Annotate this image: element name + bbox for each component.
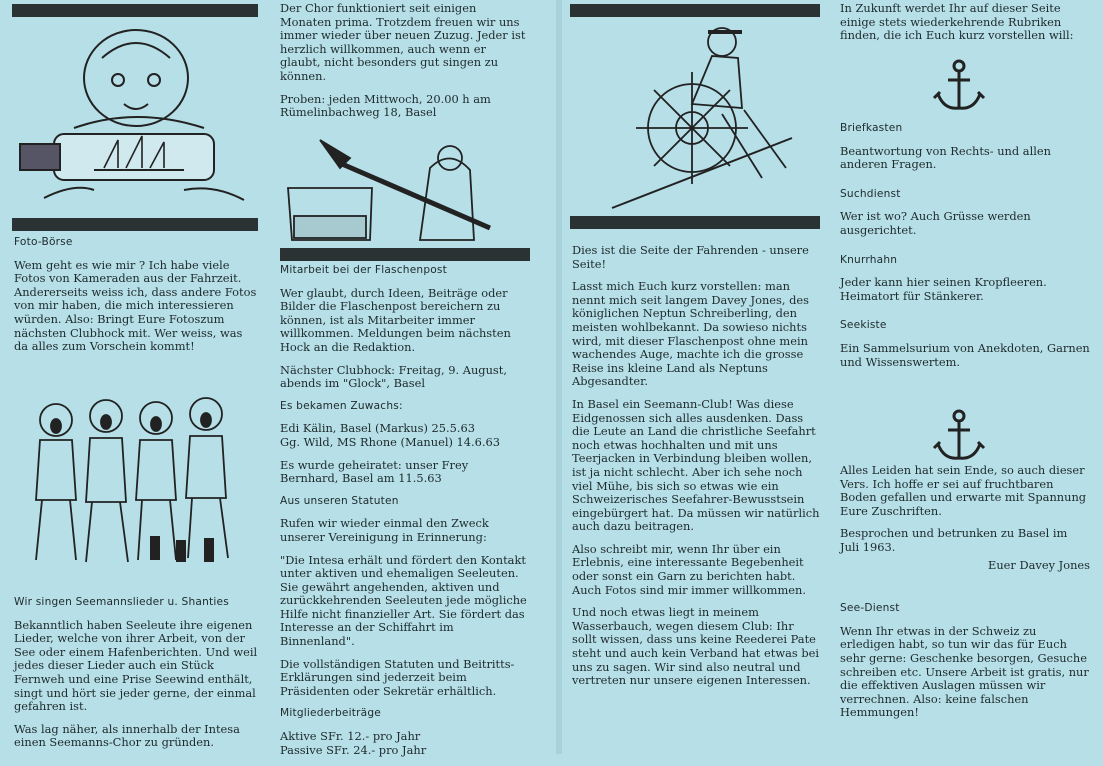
column-4 — [840, 2, 1090, 52]
briefkasten-heading: Briefkasten — [840, 122, 903, 134]
column-3 — [572, 244, 820, 697]
pen-ink-illustration — [280, 128, 530, 248]
column-2 — [280, 2, 530, 129]
foto-heading: Foto-Börse — [14, 236, 73, 248]
seedienst-heading: See-Dienst — [840, 602, 900, 615]
beitrag-passive: Passive SFr. 24.- pro Jahr — [280, 742, 427, 757]
chor-text-2: Was lag näher, als innerhalb der Intesa einen Seemanns-Chor zu gründen. — [14, 721, 240, 750]
mitarbeit-text: Wer glaubt, durch Ideen, Beiträge oder Bilder die Flaschenpost bereichern zu können, ist als Mitarbeiter immer willkommen. Meldungen beim nächsten Hock an die Redaktion. — [280, 285, 511, 354]
bottle-ship-illustration — [14, 18, 258, 218]
statuten-intro: Rufen wir wieder einmal den Zweck unserer Vereinigung in Erinnerung: — [280, 516, 489, 544]
statuten-quote: "Die Intesa erhält und fördert den Kontakt unter aktiven und ehemaligen Seeleuten. Sie gewährt angehenden, aktiven und zurückkehrenden Seeleuten jede mögliche Hilfe nicht finanzieller Art. Sie fördert das Interesse an der Schiffahrt im Binnenland". — [280, 552, 527, 649]
knurrhahn-heading: Knurrhahn — [840, 253, 898, 266]
col3-intro: Dies ist die Seite der Fahrenden - unsere Seite! — [572, 243, 809, 271]
beitrag-aktive: Aktive SFr. 12.- pro Jahr — [280, 729, 421, 744]
chor-continued: Der Chor funktioniert seit einigen Monaten prima. Trotzdem freuen wir uns immer wieder über neuen Zuzug. Jeder ist herzlich willkommen, auch wenn er glaubt, nicht besonders gut singen zu können. — [280, 1, 526, 83]
column-1 — [14, 236, 258, 363]
zuwachs-entry-1: Edi Kälin, Basel (Markus) 25.5.63 — [280, 421, 476, 436]
top-bar-col1 — [12, 4, 258, 17]
col4-intro: In Zukunft werdet Ihr auf dieser Seite einige stets wiederkehrende Rubriken finden, die ich Euch kurz vorstellen will: — [840, 1, 1074, 43]
suchdienst-text: Wer ist wo? Auch Grüsse werden ausgerichtet. — [840, 209, 1031, 237]
anchor-icon — [924, 58, 994, 114]
chor-heading: Wir singen Seemannslieder u. Shanties — [14, 596, 229, 608]
zuwachs-heading: Es bekamen Zuwachs: — [280, 399, 403, 412]
zuwachs-entry-2: Gg. Wild, MS Rhone (Manuel) 14.6.63 — [280, 434, 501, 449]
besprochen-text: Besprochen und betrunken zu Basel im Juli 1963. — [840, 526, 1068, 554]
top-bar-col3 — [570, 4, 820, 17]
col3-p3: Also schreibt mir, wenn Ihr über ein Erlebnis, eine interessante Begebenheit oder sonst ein Garn zu berichten habt. Auch Fotos sind mir immer willkommen. — [572, 541, 806, 597]
anchor-icon — [924, 408, 994, 464]
signature: Euer Davey Jones — [988, 557, 1090, 572]
clubhock-text: Nächster Clubhock: Freitag, 9. August, abends im "Glock", Basel — [280, 362, 507, 391]
column-4-mid — [840, 122, 1090, 378]
column-4-lower — [840, 464, 1090, 729]
statuten-heading: Aus unseren Statuten — [280, 494, 399, 507]
seekiste-text: Ein Sammelsurium von Anekdoten, Garnen und Wissenswertem. — [840, 340, 1090, 369]
beitraege-heading: Mitgliederbeiträge — [280, 707, 381, 720]
chor-text: Bekanntlich haben Seeleute ihre eigenen Lieder, welche von ihrer Arbeit, von der See oder einem Hafenberichten. Und weil jedes dieser Lieder auch ein Stück Fernweh und eine Prise Seewind enthält, singt und hört sie jeder gerne, der einmal gefahren ist. — [14, 617, 258, 714]
briefkasten-text: Beantwortung von Rechts- und allen anderen Fragen. — [840, 143, 1051, 172]
mid-bar-col1 — [12, 218, 258, 231]
mid-bar-col2 — [280, 248, 530, 261]
helmsman-illustration — [572, 18, 820, 214]
geheiratet-text: Es wurde geheiratet: unser Frey Bernhard, Basel am 11.5.63 — [280, 457, 469, 486]
col3-p1: Lasst mich Euch kurz vorstellen: man nennt mich seit langem Davey Jones, des königlichen Neptun Schreiberling, den meisten wohlbekannt. Da sowieso nichts wird, mit dieser Flaschenpost ohne mein wachendes Auge, machte ich die grosse Reise ins kleine Land als Neptuns Abgesandter. — [572, 279, 810, 389]
col3-p2: In Basel ein Seemann-Club! Was diese Eidgenossen sich alles ausdenken. Dass die Leute an Land die christliche Seefahrt noch etwas hochhalten und mit uns Teerjacken in Verbindung bleiben wollen, ist ja nicht schlecht. Aber ich sehe noch viel Mühe, bis sich so etwas wie ein Schweizerisches Seefahrer-Bewusstsein eingebürgert hat. Da müssen wir natürlich auch dazu beitragen. — [572, 396, 820, 534]
knurrhahn-text: Jeder kann hier seinen Kropfleeren. Heimatort für Stänkerer. — [840, 275, 1047, 303]
statuten-full: Die vollständigen Statuten und Beitritts-Erklärungen sind jederzeit beim Präsidenten oder Sekretär erhältlich. — [280, 656, 515, 698]
seedienst-text: Wenn Ihr etwas in der Schweiz zu erledigen habt, so tun wir das für Euch sehr gerne: Geschenke besorgen, Gesuche schreiben etc. Unsere Arbeit ist gratis, nur die effektiven Auslagen müssen wir verrechnen. Also: keine falschen Hemmungen! — [840, 623, 1089, 720]
mid-bar-col3 — [570, 216, 820, 229]
seekiste-heading: Seekiste — [840, 319, 887, 332]
proben-text: Proben: jeden Mittwoch, 20.00 h am Rümelinbachweg 18, Basel — [280, 91, 491, 120]
ende-text: Alles Leiden hat sein Ende, so auch dieser Vers. Ich hoffe er sei auf fruchtbaren Boden gefallen und erwarte mit Spannung Eure Zuschriften. — [840, 463, 1087, 518]
column-2-lower — [280, 264, 530, 766]
foto-text: Wem geht es wie mir ? Ich habe viele Fotos von Kameraden aus der Fahrzeit. Andererseits weiss ich, dass andere Fotos von mir haben, die mich interessieren würden. Also: Bringt Eure Fotoszum nächsten Clubhock mit. Wer weiss, was da alles zum Vorschein kommt! — [14, 257, 257, 354]
col3-p4: Und noch etwas liegt in meinem Wasserbauch, wegen diesem Club: Ihr sollt wissen, dass uns keine Reederei Pate steht und auch kein Verband hat etwas bei uns zu sagen. Wir sind also neutral und vertreten nur unsere eigenen Interessen. — [572, 605, 820, 688]
column-1-lower — [14, 596, 258, 759]
suchdienst-heading: Suchdienst — [840, 187, 901, 200]
singing-sailors-illustration — [16, 390, 258, 586]
mitarbeit-heading: Mitarbeit bei der Flaschenpost — [280, 264, 448, 276]
page-gutter — [556, 0, 562, 754]
